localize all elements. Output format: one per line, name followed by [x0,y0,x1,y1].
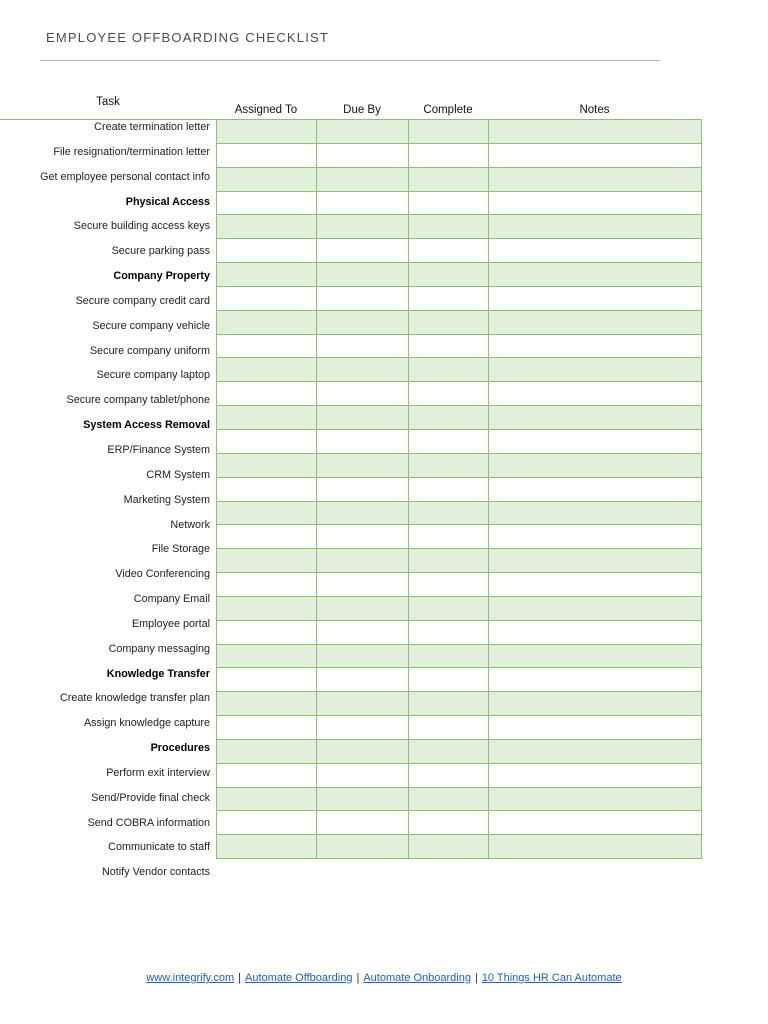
assigned-to-cell[interactable] [217,549,317,573]
assigned-to-cell[interactable] [217,573,317,597]
notes-cell[interactable] [489,143,702,167]
due-by-cell[interactable] [317,358,409,382]
notes-cell[interactable] [489,573,702,597]
task-label: Company messaging [108,642,210,655]
task-label: Secure company vehicle [92,319,210,332]
assigned-to-cell[interactable] [217,429,317,453]
notes-cell[interactable] [489,787,702,811]
complete-cell[interactable] [409,453,489,477]
assigned-to-cell[interactable] [217,358,317,382]
due-by-cell[interactable] [317,573,409,597]
task-label: Company Email [133,593,210,606]
table-row [217,429,702,453]
notes-cell[interactable] [489,692,702,716]
footer-separator: | [474,972,478,984]
notes-cell[interactable] [489,525,702,549]
assigned-to-cell[interactable] [217,143,317,167]
assigned-to-cell[interactable] [217,787,317,811]
task-label: Secure building access keys [73,220,210,233]
table-row [217,215,702,239]
notes-cell[interactable] [489,549,702,573]
footer-link[interactable]: Automate Offboarding [245,972,353,984]
assigned-to-cell[interactable] [217,382,317,406]
complete-cell[interactable] [409,191,489,215]
assigned-to-cell[interactable] [217,263,317,287]
table-row [217,477,702,501]
table-row [217,525,702,549]
table-row [217,573,702,597]
task-label: Secure company laptop [96,369,210,382]
due-by-cell[interactable] [317,644,409,668]
table-row [217,358,702,382]
assigned-to-cell[interactable] [217,334,317,358]
page-title: EMPLOYEE OFFBOARDING CHECKLIST [46,30,330,45]
notes-cell[interactable] [489,406,702,430]
checklist-grid [216,119,702,859]
complete-cell[interactable] [409,263,489,287]
assigned-to-cell[interactable] [217,739,317,763]
complete-cell[interactable] [409,525,489,549]
due-by-cell[interactable] [317,334,409,358]
task-label: Send COBRA information [87,816,210,829]
due-by-cell[interactable] [317,811,409,835]
notes-cell[interactable] [489,358,702,382]
assigned-to-cell[interactable] [217,191,317,215]
complete-cell[interactable] [409,120,489,144]
complete-cell[interactable] [409,239,489,263]
assigned-to-cell[interactable] [217,406,317,430]
table-row [217,501,702,525]
notes-cell[interactable] [489,739,702,763]
complete-cell[interactable] [409,787,489,811]
column-header-notes: Notes [579,104,610,116]
table-row [217,286,702,310]
task-label: ERP/Finance System [107,443,210,456]
task-label: Secure company tablet/phone [66,394,210,407]
complete-cell[interactable] [409,406,489,430]
assigned-to-cell[interactable] [217,716,317,740]
complete-cell[interactable] [409,763,489,787]
notes-cell[interactable] [489,239,702,263]
footer-separator: | [238,972,242,984]
assigned-to-cell[interactable] [217,501,317,525]
task-label: Secure company credit card [75,294,210,307]
table-row [217,120,702,144]
complete-cell[interactable] [409,310,489,334]
due-by-cell[interactable] [317,429,409,453]
complete-cell[interactable] [409,477,489,501]
task-label-column [0,119,210,889]
assigned-to-cell[interactable] [217,286,317,310]
section-heading: Procedures [150,742,210,755]
table-row [217,668,702,692]
table-row [217,191,702,215]
complete-cell[interactable] [409,215,489,239]
assigned-to-cell[interactable] [217,692,317,716]
complete-cell[interactable] [409,692,489,716]
assigned-to-cell[interactable] [217,525,317,549]
table-row [217,835,702,859]
notes-cell[interactable] [489,263,702,287]
footer-link[interactable]: 10 Things HR Can Automate [481,972,622,984]
complete-cell[interactable] [409,429,489,453]
task-label: Marketing System [123,493,210,506]
notes-cell[interactable] [489,382,702,406]
due-by-cell[interactable] [317,620,409,644]
complete-cell[interactable] [409,549,489,573]
task-label: Assign knowledge capture [83,717,210,730]
notes-cell[interactable] [489,668,702,692]
section-heading: Physical Access [125,195,210,208]
table-row [217,310,702,334]
task-label: Network [170,518,210,531]
due-by-cell[interactable] [317,143,409,167]
due-by-cell[interactable] [317,525,409,549]
title-divider [40,60,660,61]
task-label: Notify Vendor contacts [101,866,210,879]
task-label: Communicate to staff [108,841,210,854]
due-by-cell[interactable] [317,453,409,477]
complete-cell[interactable] [409,286,489,310]
due-by-cell[interactable] [317,382,409,406]
due-by-cell[interactable] [317,835,409,859]
assigned-to-cell[interactable] [217,310,317,334]
notes-cell[interactable] [489,811,702,835]
due-by-cell[interactable] [317,286,409,310]
assigned-to-cell[interactable] [217,215,317,239]
complete-cell[interactable] [409,382,489,406]
assigned-to-cell[interactable] [217,620,317,644]
table-row [217,811,702,835]
due-by-cell[interactable] [317,406,409,430]
due-by-cell[interactable] [317,692,409,716]
complete-cell[interactable] [409,620,489,644]
due-by-cell[interactable] [317,239,409,263]
table-row [217,787,702,811]
assigned-to-cell[interactable] [217,167,317,191]
due-by-cell[interactable] [317,549,409,573]
notes-cell[interactable] [489,310,702,334]
assigned-to-cell[interactable] [217,835,317,859]
due-by-cell[interactable] [317,716,409,740]
table-row [217,596,702,620]
section-heading: System Access Removal [83,419,210,432]
notes-cell[interactable] [489,429,702,453]
footer-links [0,972,768,984]
complete-cell[interactable] [409,167,489,191]
table-row [217,239,702,263]
notes-cell[interactable] [489,215,702,239]
notes-cell[interactable] [489,763,702,787]
column-header-assigned-to: Assigned To [234,104,298,116]
due-by-cell[interactable] [317,739,409,763]
notes-cell[interactable] [489,477,702,501]
table-row [217,167,702,191]
due-by-cell[interactable] [317,596,409,620]
due-by-cell[interactable] [317,501,409,525]
notes-cell[interactable] [489,620,702,644]
complete-cell[interactable] [409,668,489,692]
assigned-to-cell[interactable] [217,120,317,144]
notes-cell[interactable] [489,453,702,477]
assigned-to-cell[interactable] [217,668,317,692]
table-row [217,382,702,406]
table-row [217,453,702,477]
complete-cell[interactable] [409,334,489,358]
notes-cell[interactable] [489,334,702,358]
column-header-due-by: Due By [343,104,381,116]
task-label: CRM System [146,468,210,481]
complete-cell[interactable] [409,501,489,525]
table-row [217,763,702,787]
task-label: Get employee personal contact info [40,170,210,183]
footer-link[interactable]: Automate Onboarding [363,972,471,984]
due-by-cell[interactable] [317,263,409,287]
complete-cell[interactable] [409,716,489,740]
footer-separator: | [356,972,360,984]
task-label: File Storage [151,543,210,556]
table-row [217,406,702,430]
section-heading: Company Property [113,270,210,283]
table-row [217,644,702,668]
task-label: Create knowledge transfer plan [59,692,210,705]
assigned-to-cell[interactable] [217,477,317,501]
notes-cell[interactable] [489,644,702,668]
column-header-complete: Complete [423,104,473,116]
table-row [217,692,702,716]
task-label: Secure parking pass [111,245,210,258]
due-by-cell[interactable] [317,668,409,692]
due-by-cell[interactable] [317,191,409,215]
table-row [217,739,702,763]
task-label: Create termination letter [94,121,210,133]
notes-cell[interactable] [489,835,702,859]
notes-cell[interactable] [489,120,702,144]
due-by-cell[interactable] [317,310,409,334]
due-by-cell[interactable] [317,787,409,811]
due-by-cell[interactable] [317,763,409,787]
assigned-to-cell[interactable] [217,453,317,477]
assigned-to-cell[interactable] [217,811,317,835]
complete-cell[interactable] [409,143,489,167]
assigned-to-cell[interactable] [217,596,317,620]
task-label: Secure company uniform [89,344,210,357]
table-row [217,263,702,287]
due-by-cell[interactable] [317,120,409,144]
due-by-cell[interactable] [317,477,409,501]
complete-cell[interactable] [409,739,489,763]
complete-cell[interactable] [409,835,489,859]
complete-cell[interactable] [409,596,489,620]
table-row [217,716,702,740]
notes-cell[interactable] [489,191,702,215]
complete-cell[interactable] [409,644,489,668]
task-label: Send/Provide final check [91,791,210,804]
task-label: File resignation/termination letter [53,145,210,158]
due-by-cell[interactable] [317,215,409,239]
assigned-to-cell[interactable] [217,239,317,263]
notes-cell[interactable] [489,501,702,525]
complete-cell[interactable] [409,573,489,597]
complete-cell[interactable] [409,811,489,835]
notes-cell[interactable] [489,167,702,191]
task-label: Employee portal [131,617,210,630]
footer-link[interactable]: www.integrify.com [146,972,235,984]
table-row [217,549,702,573]
section-heading: Knowledge Transfer [106,667,210,680]
task-label: Perform exit interview [106,766,210,779]
table-row [217,143,702,167]
complete-cell[interactable] [409,358,489,382]
notes-cell[interactable] [489,716,702,740]
table-row [217,334,702,358]
column-header-task: Task [96,96,120,108]
notes-cell[interactable] [489,286,702,310]
notes-cell[interactable] [489,596,702,620]
table-row [217,620,702,644]
assigned-to-cell[interactable] [217,763,317,787]
assigned-to-cell[interactable] [217,644,317,668]
due-by-cell[interactable] [317,167,409,191]
task-label: Video Conferencing [115,568,210,581]
